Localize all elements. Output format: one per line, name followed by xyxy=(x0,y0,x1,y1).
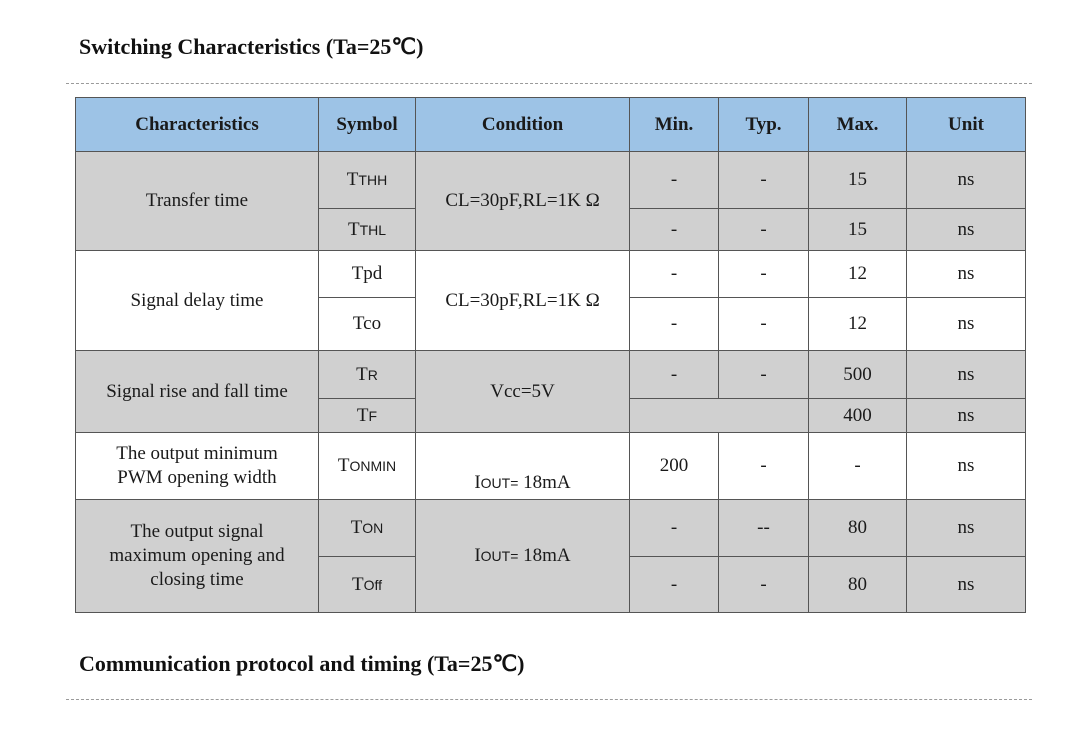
typ-cell: - xyxy=(719,557,809,613)
col-header-symbol: Symbol xyxy=(319,98,416,152)
characteristic-name: Signal delay time xyxy=(76,251,319,351)
unit-cell: ns xyxy=(907,399,1026,433)
symbol-cell xyxy=(319,500,416,557)
min-cell: - xyxy=(630,557,719,613)
max-cell: 500 xyxy=(809,351,907,399)
symbol-main: T xyxy=(347,218,360,240)
max-cell: 15 xyxy=(809,209,907,251)
symbol-main: T xyxy=(356,363,368,385)
max-cell: 80 xyxy=(809,557,907,613)
table-row xyxy=(76,351,1026,399)
unit-cell: ns xyxy=(907,152,1026,209)
switching-characteristics-table xyxy=(75,97,1026,613)
characteristic-name xyxy=(76,433,319,500)
symbol-cell: Tpd xyxy=(319,251,416,298)
symbol-cell xyxy=(319,152,416,209)
symbol-cell xyxy=(319,433,416,500)
symbol-main: T xyxy=(351,573,364,595)
typ-cell: - xyxy=(719,351,809,399)
symbol-cell xyxy=(319,557,416,613)
condition-cell xyxy=(416,433,630,500)
col-header-max: Max. xyxy=(809,98,907,152)
min-cell: - xyxy=(630,298,719,351)
min-cell: - xyxy=(630,351,719,399)
condition-main: I xyxy=(474,545,481,567)
section-heading-switching: Switching Characteristics (Ta=25℃) xyxy=(79,34,424,59)
condition-main: I xyxy=(474,472,481,494)
condition-cell: CL=30pF,RL=1K Ω xyxy=(416,152,630,251)
min-cell: - xyxy=(630,251,719,298)
unit-cell: ns xyxy=(907,298,1026,351)
condition-cell: Vcc=5V xyxy=(416,351,630,433)
symbol-cell xyxy=(319,351,416,399)
section-heading-protocol: Communication protocol and timing (Ta=25℃) xyxy=(79,651,525,676)
col-header-characteristics: Characteristics xyxy=(76,98,319,152)
min-cell: 200 xyxy=(630,433,719,500)
condition-subscript: OUT= xyxy=(480,548,519,565)
symbol-main: T xyxy=(346,169,359,191)
table-header-row xyxy=(76,98,1026,152)
typ-cell: - xyxy=(719,251,809,298)
characteristic-name: Transfer time xyxy=(76,152,319,251)
max-cell: 15 xyxy=(809,152,907,209)
max-cell: 80 xyxy=(809,500,907,557)
min-cell: - xyxy=(630,209,719,251)
condition-cell xyxy=(416,500,630,613)
characteristic-name-line: The output signal xyxy=(130,521,264,543)
symbol-main: T xyxy=(350,517,363,539)
col-header-min: Min. xyxy=(630,98,719,152)
max-cell: 400 xyxy=(809,399,907,433)
characteristic-name xyxy=(76,500,319,613)
table-row xyxy=(76,500,1026,557)
typ-cell: - xyxy=(719,152,809,209)
symbol-cell xyxy=(319,209,416,251)
min-cell: - xyxy=(630,500,719,557)
unit-cell: ns xyxy=(907,433,1026,500)
col-header-condition: Condition xyxy=(416,98,630,152)
min-typ-empty-cell xyxy=(630,399,809,433)
unit-cell: ns xyxy=(907,351,1026,399)
symbol-main: T xyxy=(337,455,350,477)
typ-cell: - xyxy=(719,209,809,251)
symbol-subscript: F xyxy=(368,407,378,424)
max-cell: 12 xyxy=(809,251,907,298)
min-cell: - xyxy=(630,152,719,209)
symbol-cell xyxy=(319,399,416,433)
condition-value: 18mA xyxy=(518,472,571,494)
symbol-subscript: R xyxy=(367,366,378,383)
characteristic-name-line: The output minimum xyxy=(116,443,278,465)
max-cell: 12 xyxy=(809,298,907,351)
symbol-subscript: THL xyxy=(359,221,387,238)
unit-cell: ns xyxy=(907,209,1026,251)
unit-cell: ns xyxy=(907,251,1026,298)
symbol-cell: Tco xyxy=(319,298,416,351)
characteristic-name-line: PWM opening width xyxy=(117,467,277,488)
dashed-divider xyxy=(66,699,1032,700)
unit-cell: ns xyxy=(907,500,1026,557)
condition-value: 18mA xyxy=(518,545,571,567)
unit-cell: ns xyxy=(907,557,1026,613)
characteristic-name-line: closing time xyxy=(150,568,244,590)
typ-cell: - xyxy=(719,433,809,500)
characteristic-name: Signal rise and fall time xyxy=(76,351,319,433)
table-row xyxy=(76,251,1026,298)
dashed-divider xyxy=(66,83,1032,84)
characteristic-name-line: maximum opening and xyxy=(109,545,285,567)
col-header-unit: Unit xyxy=(907,98,1026,152)
symbol-subscript: THH xyxy=(358,172,388,189)
symbol-main: T xyxy=(356,404,369,426)
table-row xyxy=(76,152,1026,209)
col-header-typ: Typ. xyxy=(719,98,809,152)
typ-cell: -- xyxy=(719,500,809,557)
condition-subscript: OUT= xyxy=(480,475,519,492)
condition-cell: CL=30pF,RL=1K Ω xyxy=(416,251,630,351)
max-cell: - xyxy=(809,433,907,500)
symbol-subscript: ONMIN xyxy=(349,458,397,475)
table-row xyxy=(76,433,1026,500)
symbol-subscript: Off xyxy=(363,576,383,593)
symbol-subscript: ON xyxy=(362,520,384,537)
typ-cell: - xyxy=(719,298,809,351)
